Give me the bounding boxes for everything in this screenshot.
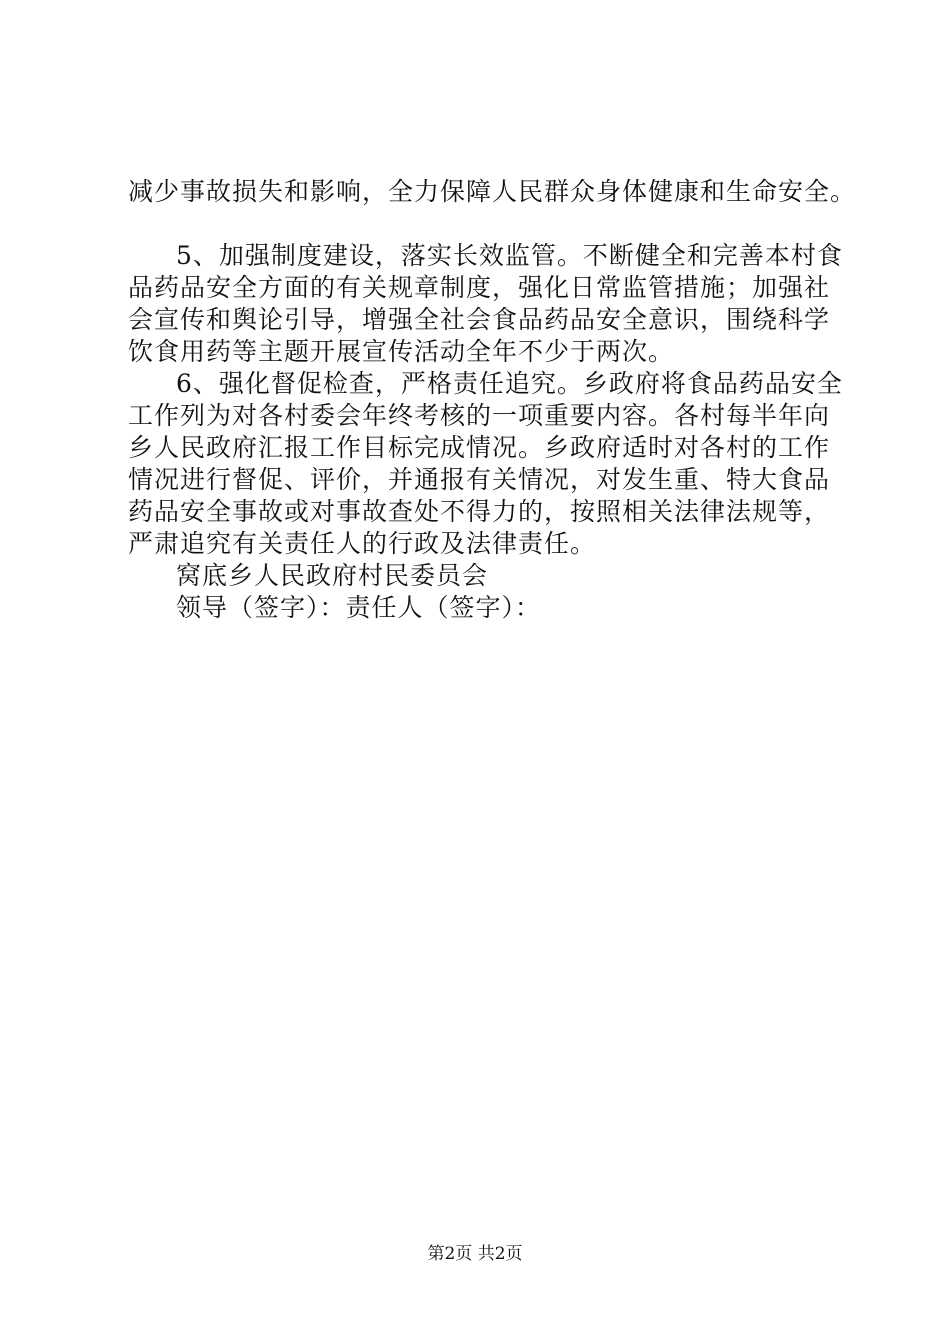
paragraph-6-line-4: 情况进行督促、评价，并通报有关情况，对发生重、特大食品 (128, 465, 831, 494)
page-number-footer: 第2页 共2页 (427, 1244, 523, 1264)
signature-line: 领导（签字）：责任人（签字）： (176, 593, 542, 622)
paragraph-6-line-1: 6、强化督促检查，严格责任追究。乡政府将食品药品安全 (176, 369, 843, 398)
paragraph-5-line-2: 品药品安全方面的有关规章制度，强化日常监管措施；加强社 (128, 273, 831, 302)
paragraph-6-line-5: 药品安全事故或对事故查处不得力的，按照相关法律法规等， (128, 497, 831, 526)
paragraph-4-tail-line: 减少事故损失和影响，全力保障人民群众身体健康和生命安全。 (128, 177, 857, 206)
paragraph-5-line-1: 5、加强制度建设，落实长效监管。不断健全和完善本村食 (176, 241, 843, 270)
paragraph-5-line-4: 饮食用药等主题开展宣传活动全年不少于两次。 (128, 337, 675, 366)
paragraph-6-line-3: 乡人民政府汇报工作目标完成情况。乡政府适时对各村的工作 (128, 433, 831, 462)
paragraph-6-line-2: 工作列为对各村委会年终考核的一项重要内容。各村每半年向 (128, 401, 831, 430)
paragraph-5-line-3: 会宣传和舆论引导，增强全社会食品药品安全意识，围绕科学 (128, 305, 831, 334)
paragraph-6-line-6: 严肃追究有关责任人的行政及法律责任。 (128, 529, 597, 558)
signatory-organization: 窝底乡人民政府村民委员会 (176, 561, 489, 590)
